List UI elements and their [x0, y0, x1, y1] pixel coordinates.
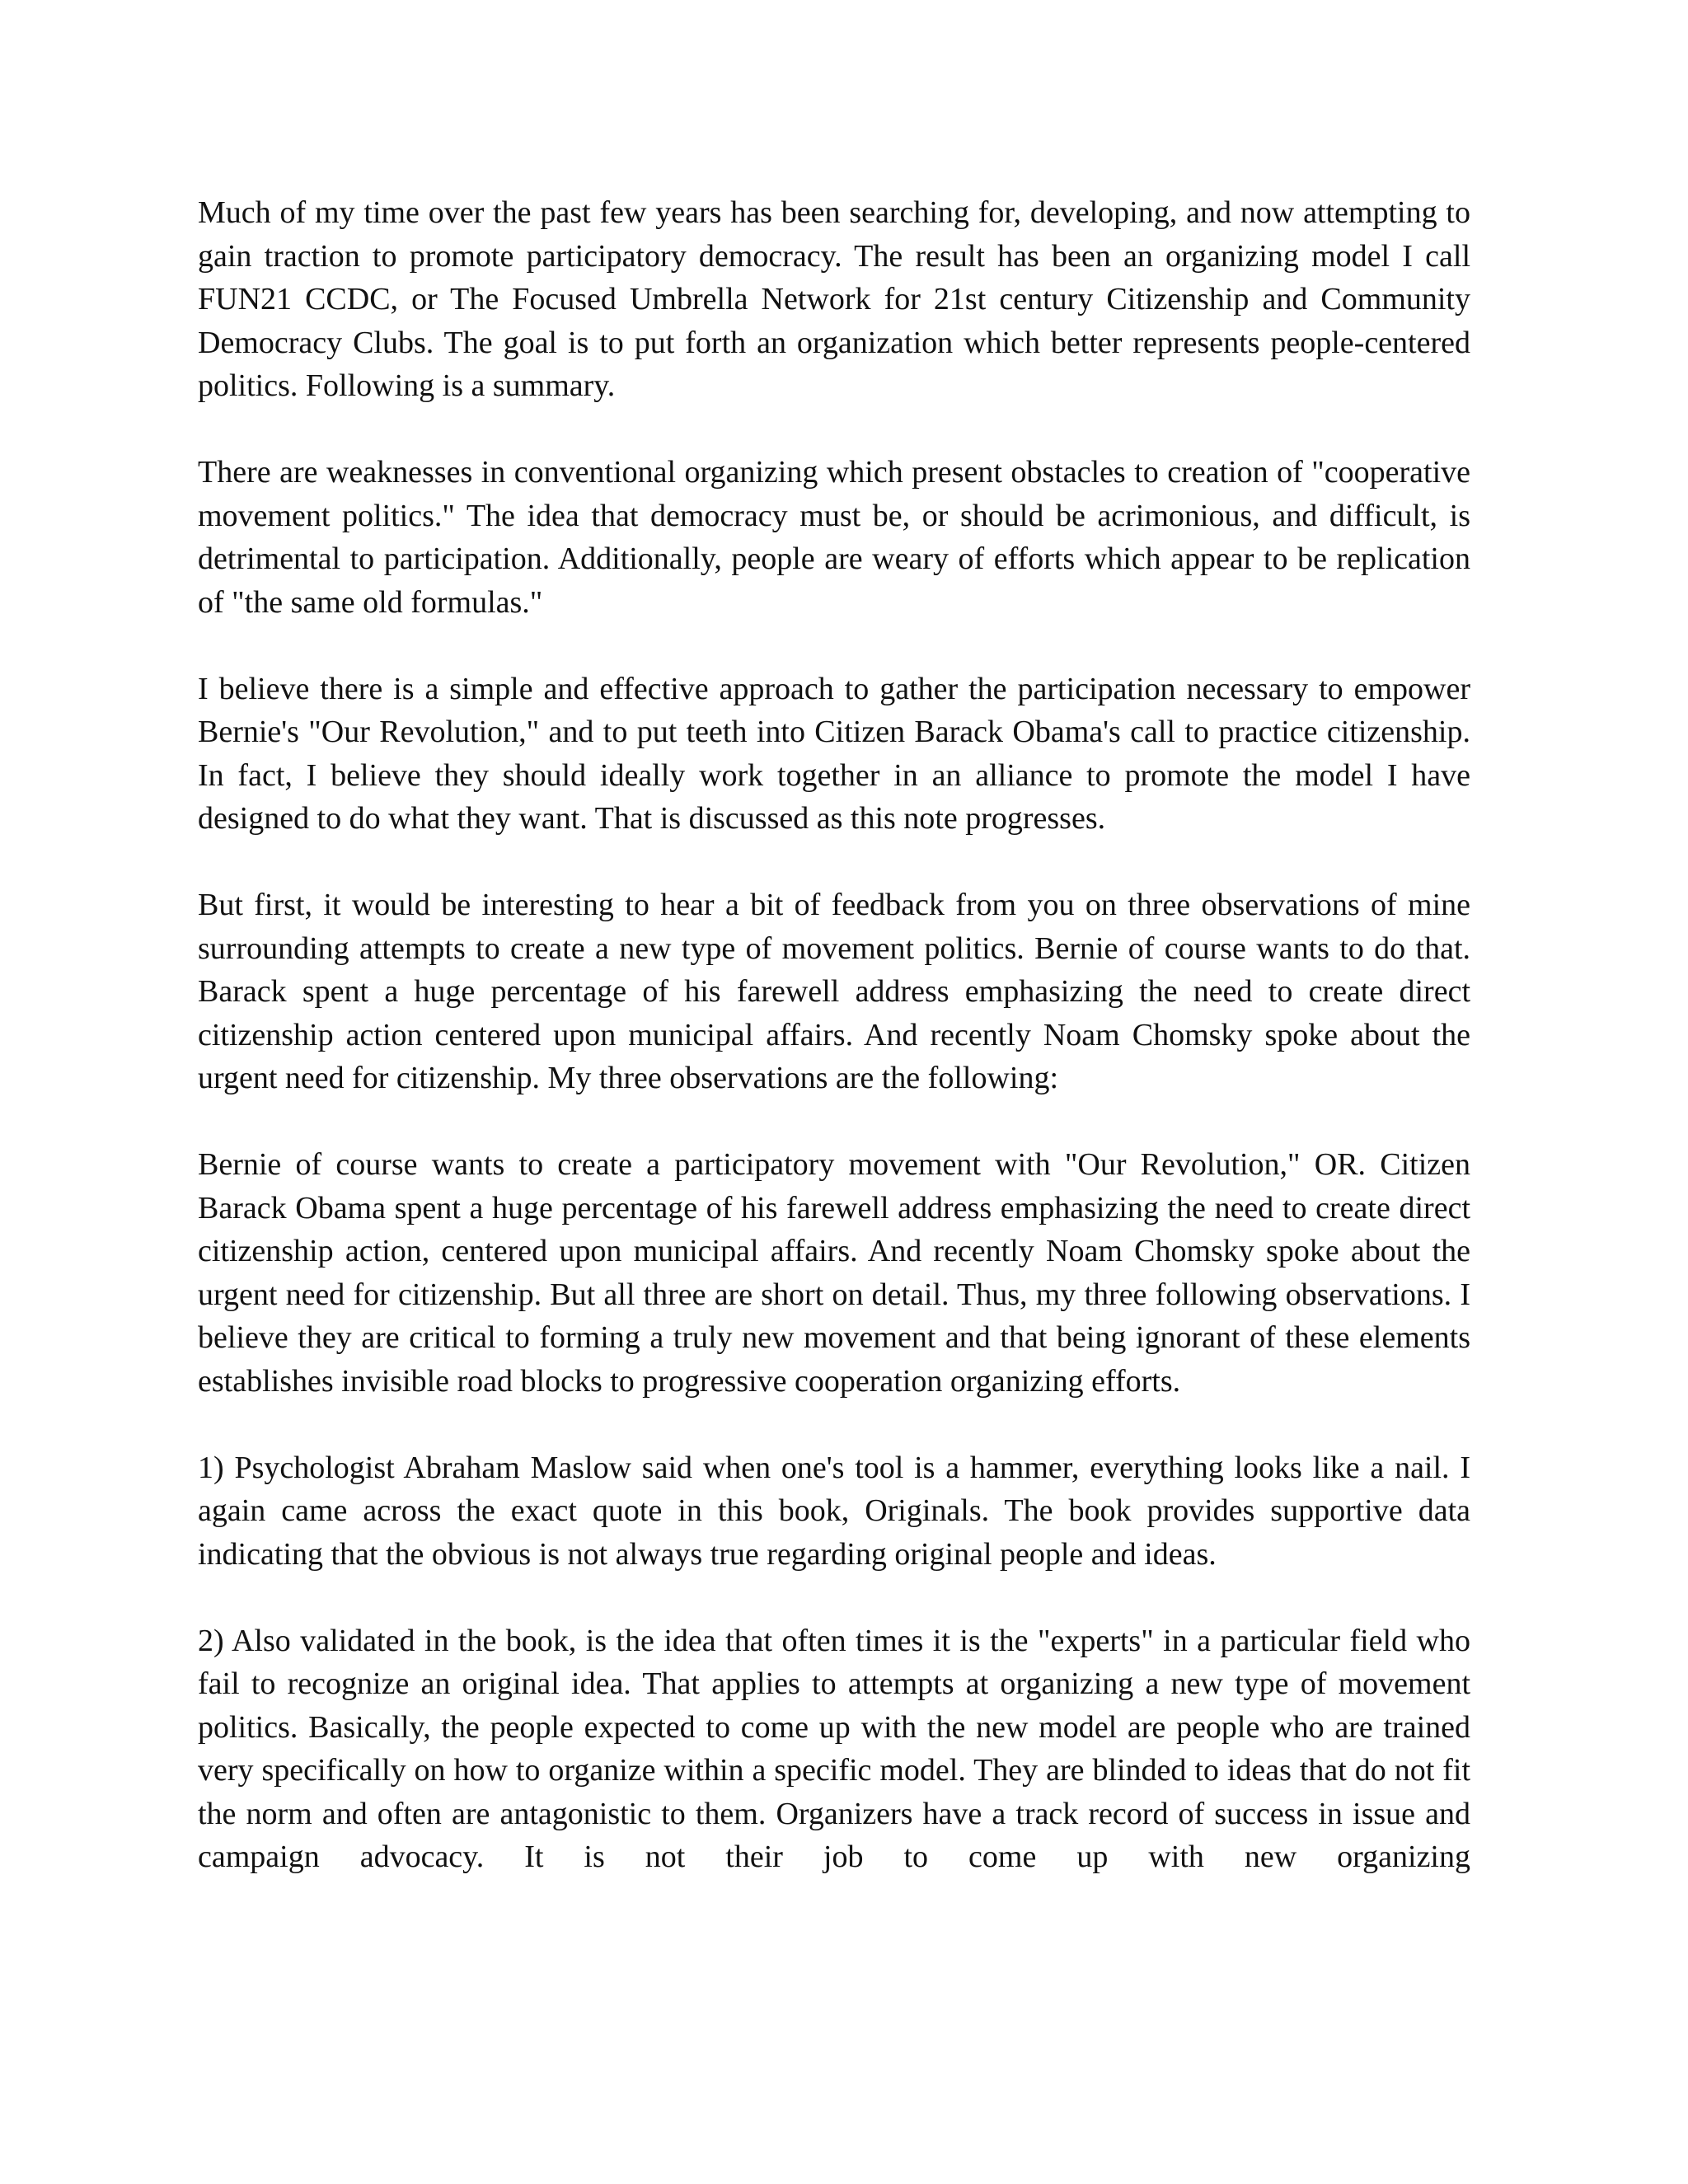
paragraph-weaknesses: There are weaknesses in conventional organizing which present obstacles to creation of "cooperative movement politics." The idea that democracy must be, or should be acrimonious, and difficult, is detrimental to participation. Additionally, people are weary of efforts which appear to be replication of "the same old formulas.": [198, 455, 1470, 620]
paragraph-observation-1: 1) Psychologist Abraham Maslow said when one's tool is a hammer, everything looks like a nail. I again came across the exact quote in this book, Originals. The book provides supportive data indicating that the obvious is not always true regarding original people and ideas.: [198, 1450, 1470, 1572]
paragraph-observation-2: 2) Also validated in the book, is the idea that often times it is the "experts" in a particular field who fail to recognize an original idea. That applies to attempts at organizing a new type of movement politics. Basically, the people expected to come up with the new model are people who are trained very specifically on how to organize within a specific model. They are blinded to ideas that do not fit the norm and often are antagonistic to them. Organizers have a track record of success in issue and campaign advocacy. It is not their job to come up with new organizing: [198, 1623, 1470, 1874]
paragraph-approach: I believe there is a simple and effective approach to gather the participation necessary to empower Bernie's "Our Revolution," and to put teeth into Citizen Barack Obama's call to practice citizenship. In fact, I believe they should ideally work together in an alliance to promote the model I have designed to do what they want. That is discussed as this note progresses.: [198, 671, 1470, 836]
paragraph-observations-intro: Bernie of course wants to create a participatory movement with "Our Revolution," OR. Citizen Barack Obama spent a huge percentage of his farewell address emphasizing the need to create direct citizenship action, centered upon municipal affairs. And recently Noam Chomsky spoke about the urgent need for citizenship. But all three are short on detail. Thus, my three following observations. I believe they are critical to forming a truly new movement and that being ignorant of these elements establishes invisible road blocks to progressive cooperation organizing efforts.: [198, 1147, 1470, 1399]
paragraph-intro: Much of my time over the past few years has been searching for, developing, and now attempting to gain traction to promote participatory democracy. The result has been an organizing model I call FUN21 CCDC, or The Focused Umbrella Network for 21st century Citizenship and Community Democracy Clubs. The goal is to put forth an organization which better represents people-centered politics. Following is a summary.: [198, 195, 1470, 403]
paragraph-feedback: But first, it would be interesting to hear a bit of feedback from you on three observations of mine surrounding attempts to create a new type of movement politics. Bernie of course wants to do that. Barack spent a huge percentage of his farewell address emphasizing the need to create direct citizenship action centered upon municipal affairs. And recently Noam Chomsky spoke about the urgent need for citizenship. My three observations are the following:: [198, 888, 1470, 1095]
document-body: [198, 191, 1470, 1879]
